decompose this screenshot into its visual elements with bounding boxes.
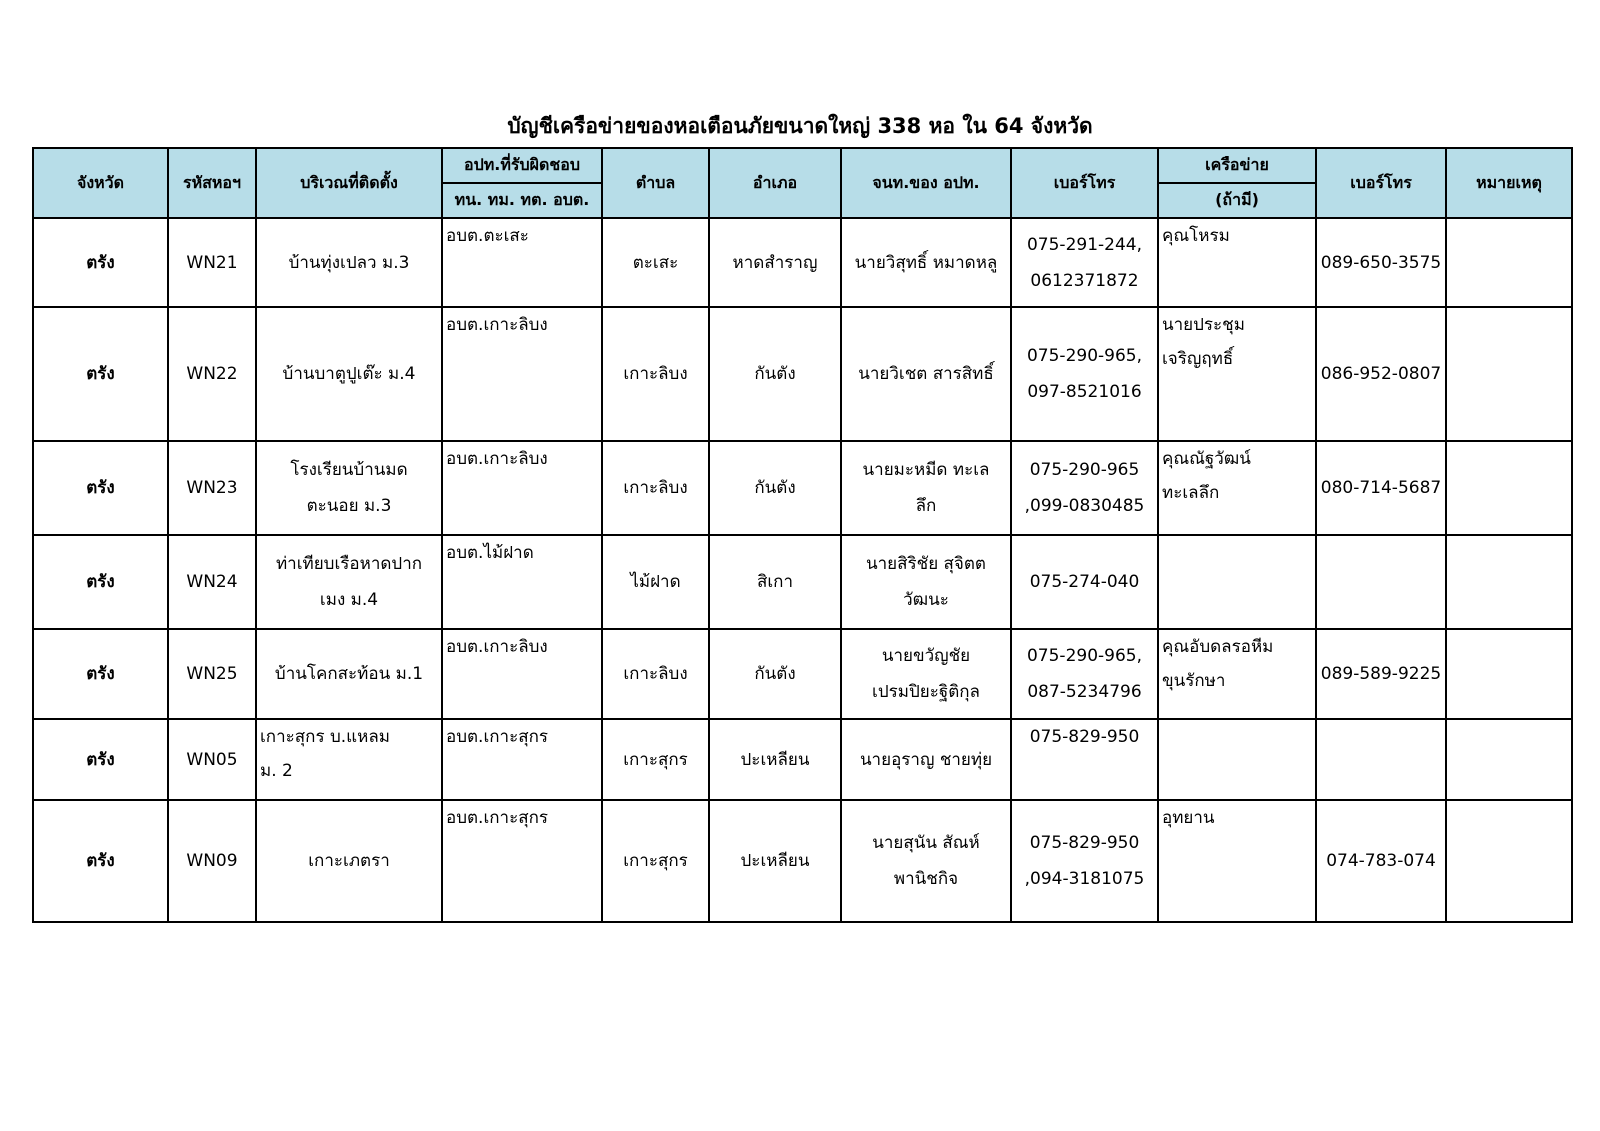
cell-remark <box>1446 719 1572 800</box>
header-district: อำเภอ <box>709 148 841 218</box>
cell-network-line: เจริญฤทธิ์ <box>1162 349 1234 369</box>
cell-officer <box>841 535 1011 629</box>
cell-network <box>1158 218 1316 307</box>
cell-phone1-line: ,094-3181075 <box>1024 869 1145 889</box>
cell-district: ปะเหลียน <box>709 800 841 922</box>
table-row <box>33 535 1572 629</box>
cell-officer-line: พานิชกิจ <box>893 869 959 889</box>
cell-phone2: 086-952-0807 <box>1316 307 1446 441</box>
cell-phone1-line: 075-291-244, <box>1026 234 1142 255</box>
cell-subdistrict: เกาะลิบง <box>602 307 709 441</box>
cell-province: ตรัง <box>33 629 168 719</box>
cell-phone1 <box>1011 535 1158 629</box>
cell-code: WN25 <box>168 629 256 719</box>
cell-subdistrict: ตะเสะ <box>602 218 709 307</box>
cell-phone1 <box>1011 441 1158 535</box>
cell-location-line: เมง ม.4 <box>319 590 379 610</box>
cell-phone1-line: 087-5234796 <box>1027 682 1142 702</box>
cell-district: ปะเหลียน <box>709 719 841 800</box>
cell-location <box>256 535 442 629</box>
cell-network-line: นายประชุม <box>1162 315 1245 335</box>
cell-officer-line: นายสิริชัย สุจิตต <box>866 554 986 574</box>
cell-location <box>256 307 442 441</box>
cell-network <box>1158 719 1316 800</box>
cell-remark <box>1446 535 1572 629</box>
cell-district: สิเกา <box>709 535 841 629</box>
cell-officer <box>841 441 1011 535</box>
table-row <box>33 307 1572 441</box>
cell-phone1-line: 0612371872 <box>1030 270 1139 291</box>
cell-network <box>1158 307 1316 441</box>
cell-officer-line: นายวิสุทธิ์ หมาดหลู <box>854 252 998 273</box>
cell-location-line: เกาะสุกร บ.แหลม <box>260 727 390 747</box>
cell-remark <box>1446 218 1572 307</box>
cell-remark <box>1446 441 1572 535</box>
header-code: รหัสหอฯ <box>168 148 256 218</box>
cell-network-line: คุณณัฐวัฒน์ <box>1162 449 1251 469</box>
cell-subdistrict: เกาะสุกร <box>602 719 709 800</box>
cell-district: กันตัง <box>709 441 841 535</box>
cell-phone2 <box>1316 535 1446 629</box>
cell-network-line: ทะเลลึก <box>1162 483 1220 503</box>
cell-province: ตรัง <box>33 719 168 800</box>
cell-org: อบต.เกาะลิบง <box>442 629 602 719</box>
cell-officer-line: ลึก <box>915 496 937 516</box>
cell-remark <box>1446 629 1572 719</box>
cell-province: ตรัง <box>33 218 168 307</box>
cell-phone1-line: 075-290-965 <box>1029 460 1140 480</box>
cell-officer <box>841 218 1011 307</box>
header-location: บริเวณที่ติดตั้ง <box>256 148 442 218</box>
cell-code: WN09 <box>168 800 256 922</box>
cell-phone2: 074-783-074 <box>1316 800 1446 922</box>
cell-location-line: ม. 2 <box>260 761 293 781</box>
header-org-sub: ทน. ทม. ทต. อบต. <box>442 183 602 218</box>
cell-phone1-line: 075-829-950 <box>1029 727 1140 747</box>
cell-location <box>256 629 442 719</box>
cell-phone1-line: 097-8521016 <box>1027 382 1142 402</box>
cell-officer <box>841 629 1011 719</box>
cell-location-line: บ้านบาตูปูเต๊ะ ม.4 <box>282 364 416 384</box>
cell-phone1 <box>1011 218 1158 307</box>
cell-code: WN24 <box>168 535 256 629</box>
table-row <box>33 800 1572 922</box>
cell-location-line: ตะนอย ม.3 <box>306 496 392 516</box>
table-row <box>33 441 1572 535</box>
cell-phone1 <box>1011 800 1158 922</box>
warning-tower-table <box>32 147 1573 923</box>
cell-network <box>1158 535 1316 629</box>
cell-org: อบต.ไม้ฝาด <box>442 535 602 629</box>
cell-officer-line: นายวิเชต สารสิทธิ์ <box>858 364 994 384</box>
cell-network-line: อุทยาน <box>1162 808 1215 828</box>
cell-district: หาดสำราญ <box>709 218 841 307</box>
cell-remark <box>1446 800 1572 922</box>
cell-code: WN21 <box>168 218 256 307</box>
cell-code: WN23 <box>168 441 256 535</box>
cell-phone1 <box>1011 629 1158 719</box>
cell-officer-line: วัฒนะ <box>903 590 949 610</box>
cell-province: ตรัง <box>33 441 168 535</box>
cell-officer-line: นายมะหมีด ทะเล <box>862 460 990 480</box>
cell-phone1-line: 075-829-950 <box>1029 833 1140 853</box>
cell-network <box>1158 441 1316 535</box>
table-row <box>33 719 1572 800</box>
cell-location-line: ท่าเทียบเรือหาดปาก <box>275 554 423 574</box>
cell-district: กันตัง <box>709 629 841 719</box>
cell-phone1-line: 075-274-040 <box>1029 572 1140 592</box>
cell-phone1 <box>1011 719 1158 800</box>
cell-phone2: 080-714-5687 <box>1316 441 1446 535</box>
cell-location <box>256 719 442 800</box>
cell-phone2: 089-589-9225 <box>1316 629 1446 719</box>
cell-org: อบต.เกาะสุกร <box>442 719 602 800</box>
cell-location-line: บ้านทุ่งเปลว ม.3 <box>288 252 410 273</box>
cell-phone1-line: ,099-0830485 <box>1024 496 1145 516</box>
cell-network <box>1158 629 1316 719</box>
cell-officer-line: เปรมปิยะฐิติกุล <box>872 682 980 702</box>
header-officer: จนท.ของ อปท. <box>841 148 1011 218</box>
cell-phone2: 089-650-3575 <box>1316 218 1446 307</box>
cell-subdistrict: เกาะลิบง <box>602 441 709 535</box>
cell-network-line: คุณโหรม <box>1162 226 1230 246</box>
cell-officer <box>841 307 1011 441</box>
table-body <box>33 218 1572 922</box>
cell-network <box>1158 800 1316 922</box>
cell-officer-line: นายอุราญ ชายทุ่ย <box>859 749 993 770</box>
header-network-group: เครือข่าย <box>1158 148 1316 183</box>
page-title: บัญชีเครือข่ายของหอเตือนภัยขนาดใหญ่ 338 หอ ใน 64 จังหวัด <box>507 114 1093 138</box>
cell-phone2 <box>1316 719 1446 800</box>
cell-org: อบต.เกาะลิบง <box>442 441 602 535</box>
header-remark: หมายเหตุ <box>1446 148 1572 218</box>
cell-officer <box>841 719 1011 800</box>
table-row <box>33 218 1572 307</box>
header-subdistrict: ตำบล <box>602 148 709 218</box>
cell-province: ตรัง <box>33 535 168 629</box>
cell-phone1-line: 075-290-965, <box>1026 346 1142 366</box>
header-phone2: เบอร์โทร <box>1316 148 1446 218</box>
cell-network-line: ขุนรักษา <box>1162 671 1226 691</box>
cell-phone1-line: 075-290-965, <box>1026 646 1142 666</box>
cell-code: WN22 <box>168 307 256 441</box>
cell-location <box>256 218 442 307</box>
cell-phone1 <box>1011 307 1158 441</box>
cell-org: อบต.เกาะสุกร <box>442 800 602 922</box>
cell-subdistrict: ไม้ฝาด <box>602 535 709 629</box>
cell-location-line: โรงเรียนบ้านมด <box>290 460 408 480</box>
header-network-sub: (ถ้ามี) <box>1158 183 1316 218</box>
cell-officer-line: นายขวัญชัย <box>881 646 971 666</box>
cell-district: กันตัง <box>709 307 841 441</box>
cell-subdistrict: เกาะลิบง <box>602 629 709 719</box>
cell-org: อบต.เกาะลิบง <box>442 307 602 441</box>
cell-officer-line: นายสุนัน สัณห์ <box>872 833 980 853</box>
cell-org: อบต.ตะเสะ <box>442 218 602 307</box>
header-province: จังหวัด <box>33 148 168 218</box>
cell-remark <box>1446 307 1572 441</box>
cell-network-line: คุณอับดลรอหีม <box>1162 637 1274 657</box>
cell-province: ตรัง <box>33 307 168 441</box>
cell-subdistrict: เกาะสุกร <box>602 800 709 922</box>
cell-location-line: บ้านโคกสะท้อน ม.1 <box>274 664 424 684</box>
table-row <box>33 629 1572 719</box>
cell-location-line: เกาะเภตรา <box>308 851 390 871</box>
cell-location <box>256 441 442 535</box>
header-org-group: อปท.ที่รับผิดชอบ <box>442 148 602 183</box>
cell-officer <box>841 800 1011 922</box>
cell-location <box>256 800 442 922</box>
header-phone1: เบอร์โทร <box>1011 148 1158 218</box>
cell-code: WN05 <box>168 719 256 800</box>
cell-province: ตรัง <box>33 800 168 922</box>
